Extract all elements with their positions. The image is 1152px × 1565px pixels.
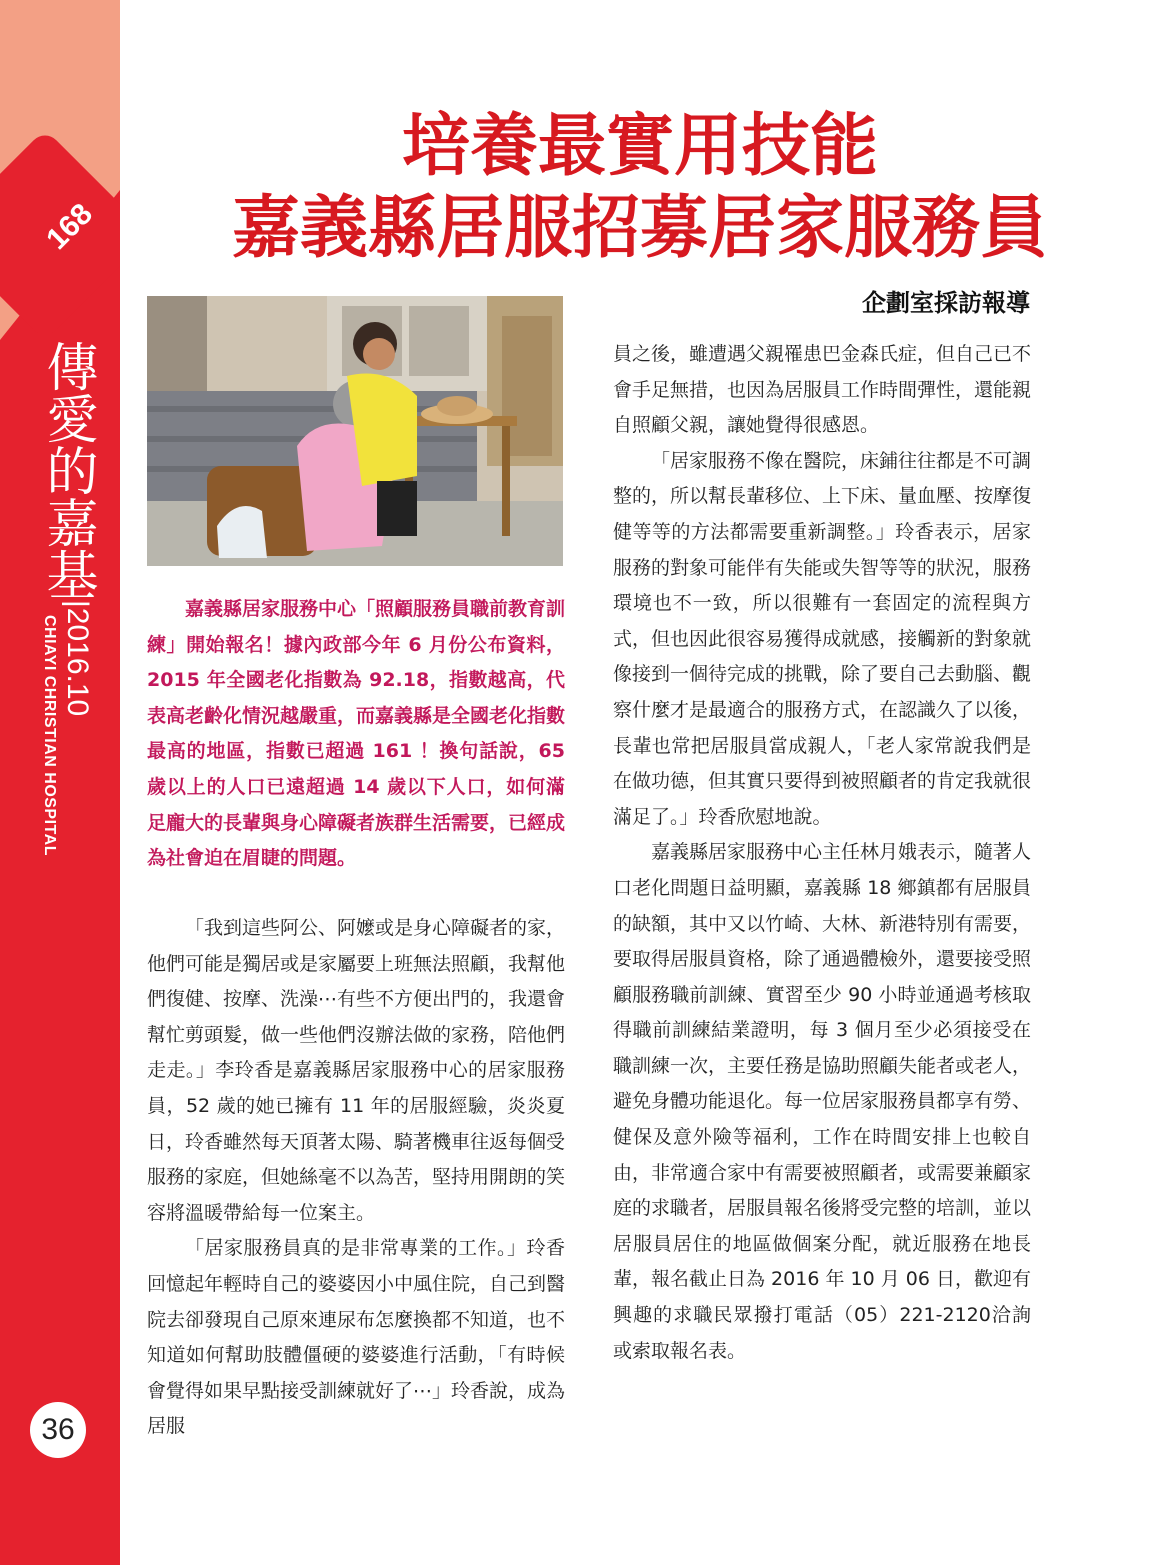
sidebar (0, 0, 120, 1565)
body-paragraph-1: 「我到這些阿公、阿嬤或是身心障礙者的家，他們可能是獨居或是家屬要上班無法照顧，我幫他們復健、按摩、洗澡⋯有些不方便出門的，我還會幫忙剪頭髮，做一些他們沒辦法做的家務，陪他們走走。」李玲香是嘉義縣居家服務中心的居家服務員，52 歲的她已擁有 11 年的居服經驗，炎炎夏日，玲香雖然每天頂著太陽、騎著機車往返每個受服務的家庭，但她絲毫不以為苦，堅持用開朗的笑容將溫暖帶給每一位案主。 (147, 917, 566, 1224)
issue-date (60, 600, 94, 716)
article-lead (147, 592, 565, 877)
issue-number: 168 (40, 197, 100, 257)
body-paragraph-2: 「居家服務員真的是非常專業的工作。」玲香回憶起年輕時自己的婆婆因小中風住院，自己到醫院去卻發現自己原來連尿布怎麼換都不知道，也不知道如何幫助肢體僵硬的婆婆進行活動，「有時候會覺得如果早點接受訓練就好了⋯」玲香說，成為居服 (147, 1237, 566, 1438)
date-divider: | (61, 600, 94, 608)
article-title-line2: 嘉義縣居服招募居家服務員 (231, 188, 1048, 268)
lead-paragraph: 嘉義縣居家服務中心「照顧服務員職前教育訓練」開始報名！據內政部今年 6 月份公布資料，2015 年全國老化指數為 92.18，指數越高，代表高老齡化情況越嚴重，而嘉義縣是全國老化指數最高的地區，指數已超過 161 ！換句話說，65 歲以上的人口已遠超過 14 歲以下人口，如何滿足龐大的長輩與身心障礙者族群生活需要，已經成為社會迫在眉睫的問題。 (147, 598, 566, 870)
body-paragraph-3: 「居家服務不像在醫院，床鋪往往都是不可調整的，所以幫長輩移位、上下床、量血壓、按摩復健等等的方法都需要重新調整。」玲香表示，居家服務的對象可能伴有失能或失智等等的狀況，服務環境也不一致，所以很難有一套固定的流程與方式，但也因此很容易獲得成就感，接觸新的對象就像接到一個待完成的挑戰，除了要自己去動腦、觀察什麼才是最適合的服務方式，在認識久了以後，長輩也常把居服員當成親人，「老人家常說我們是在做功德，但其實只要得到被照顧者的肯定我就很滿足了。」玲香欣慰地說。 (613, 449, 1032, 828)
byline: 企劃室採訪報導 (862, 288, 1030, 317)
page-number: 36 (30, 1402, 86, 1458)
body-paragraph-2-continued: 員之後，雖遭遇父親罹患巴金森氏症，但自己已不會手足無措，也因為居服員工作時間彈性，還能親自照顧父親，讓她覺得很感恩。 (613, 343, 1032, 437)
issue-date-text: 2016.10 (61, 607, 94, 717)
right-column (613, 337, 1031, 1369)
body-paragraph-4: 嘉義縣居家服務中心主任林月娥表示，隨著人口老化問題日益明顯，嘉義縣 18 鄉鎮都有居服員的缺額，其中又以竹崎、大林、新港特別有需要，要取得居服員資格，除了通過體檢外，還要接受照顧服務職前訓練、實習至少 90 小時並通過考核取得職前訓練結業證明，每 3 個月至少必須接受在職訓練一次，主要任務是協助照顧失能者或老人，避免身體功能退化。每一位居家服務員都享有勞、健保及意外險等福利，工作在時間安排上也較自由，非常適合家中有需要被照顧者，或需要兼顧家庭的求職者，居服員報名後將受完整的培訓，並以居服員居住的地區做個案分配，就近服務在地長輩，報名截止日為 2016 年 10 月 06 日，歡迎有興趣的求職民眾撥打電話（05）221-2120洽詢或索取報名表。 (613, 841, 1032, 1362)
photo-illustration (147, 296, 563, 566)
left-column (147, 911, 565, 1445)
article-photo (147, 296, 563, 566)
article-title-line1: 培養最實用技能 (401, 106, 878, 186)
magazine-title: 傳愛的嘉基 (37, 340, 97, 600)
hospital-name: CHIAYI CHRISTIAN HOSPITAL (41, 615, 58, 856)
